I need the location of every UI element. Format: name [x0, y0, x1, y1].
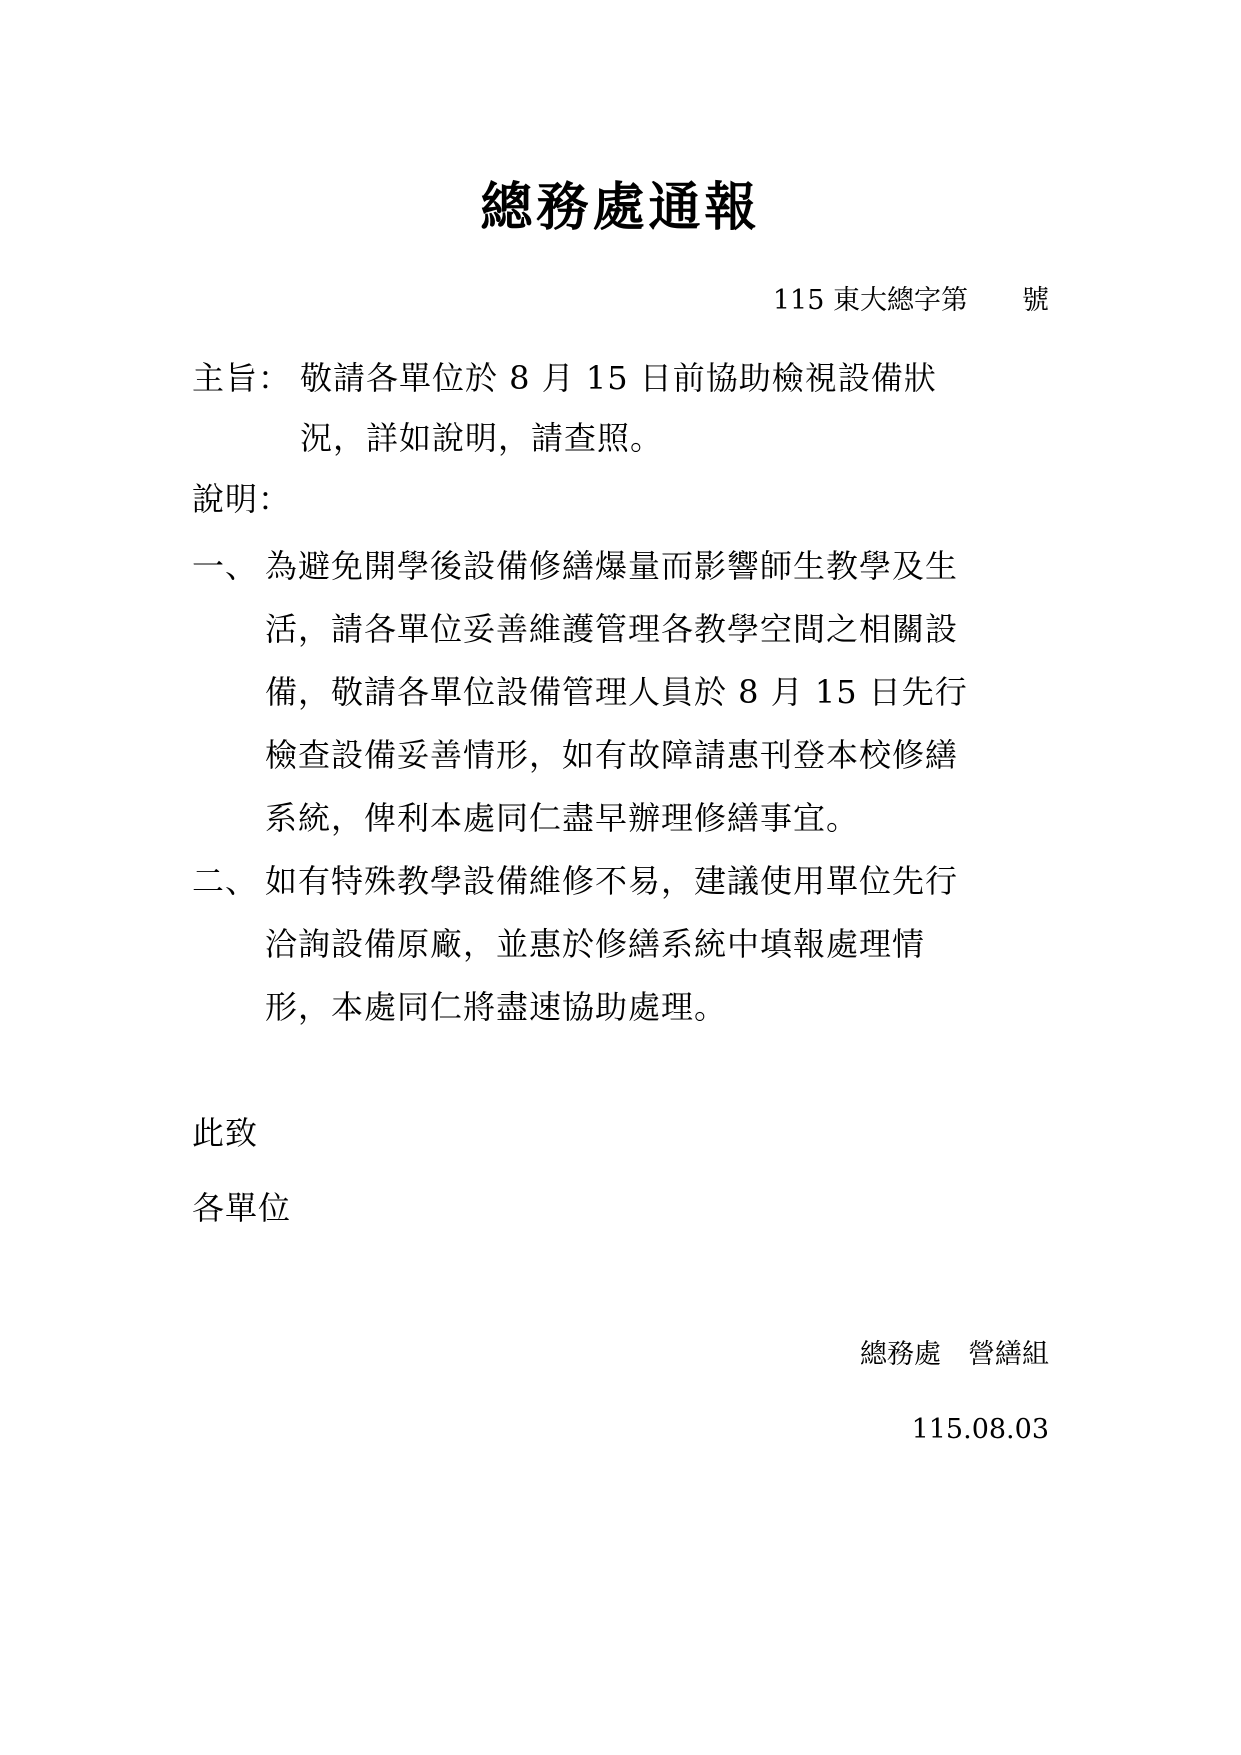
- subject-label: 主旨：: [192, 359, 292, 397]
- closing-salutation: 此致: [192, 1114, 259, 1152]
- signature-date: 115.08.03: [911, 1414, 1049, 1445]
- item-line: 形，本處同仁將盡速協助處理。: [265, 988, 728, 1026]
- closing-recipient: 各單位: [192, 1189, 292, 1227]
- document-number: 115 東大總字第 號: [772, 285, 1049, 316]
- item-line: 檢查設備妥善情形，如有故障請惠刊登本校修繕: [265, 736, 959, 774]
- item-line: 洽詢設備原廠，並惠於修繕系統中填報處理情: [265, 925, 926, 963]
- description-label: 說明：: [192, 480, 292, 518]
- item-line: 備，敬請各單位設備管理人員於 8 月 15 日先行: [265, 673, 968, 711]
- subject-line: 敬請各單位於 8 月 15 日前協助檢視設備狀: [300, 359, 937, 397]
- signature-unit: 總務處 營繕組: [860, 1339, 1049, 1370]
- item-number: 二、: [192, 862, 259, 900]
- item-line: 活，請各單位妥善維護管理各教學空間之相關設: [265, 610, 959, 648]
- item-line: 為避免開學後設備修繕爆量而影響師生教學及生: [265, 547, 959, 585]
- item-line: 系統，俾利本處同仁盡早辦理修繕事宜。: [265, 799, 860, 837]
- subject-line: 況，詳如說明，請查照。: [300, 419, 664, 457]
- document-title: 總務處通報: [480, 177, 761, 238]
- item-line: 如有特殊教學設備維修不易，建議使用單位先行: [265, 862, 959, 900]
- item-number: 一、: [192, 547, 259, 585]
